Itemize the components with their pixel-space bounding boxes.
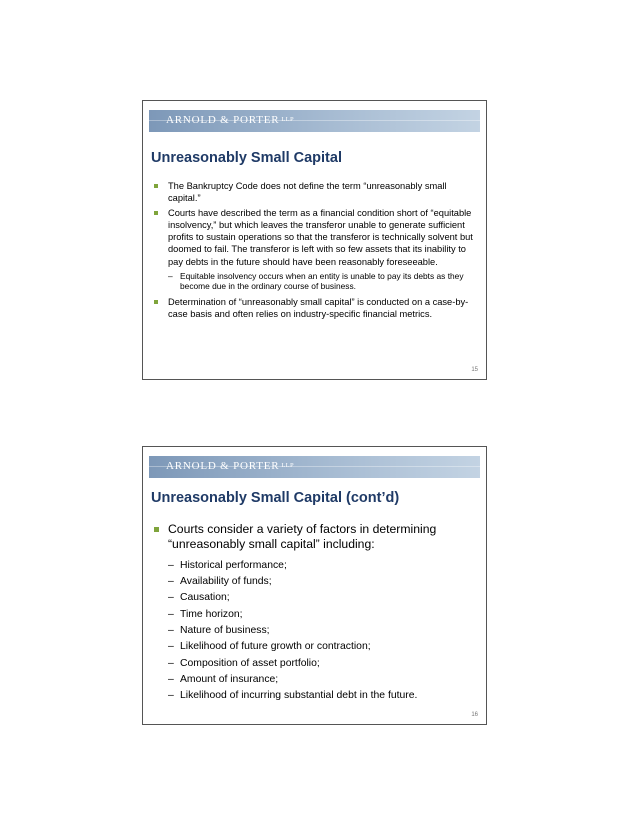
bullet-text: Determination of “unreasonably small capital” is conducted on a case-by-case basis and often relies on industry-specific financial metrics. [168, 296, 469, 319]
slide-content [154, 180, 478, 323]
square-bullet-icon [154, 211, 158, 215]
bullet-text: Courts have described the term as a financial condition short of “equitable insolvency,” but which leaves the transferor unable to generate sufficient profits to sustain operations so that the transferor is technically solvent but doomed to fail. The transferor is left with so few assets that its inability to pay debts in the future should have been reasonably foreseeable. [168, 208, 473, 267]
list-item [154, 688, 478, 704]
dash-icon: – [168, 592, 174, 604]
sub-item [154, 271, 478, 292]
square-bullet-icon [154, 527, 159, 532]
list-item-text: Causation; [180, 592, 230, 604]
list-item-text: Time horizon; [180, 608, 243, 620]
slide-15 [142, 100, 487, 380]
list-item-text: Nature of business; [180, 625, 270, 636]
bullet-item [154, 522, 478, 553]
bullet-text: Courts consider a variety of factors in determining “unreasonably small capital” including: [168, 522, 437, 552]
dash-icon: – [168, 641, 174, 653]
list-item-text: Composition of asset portfolio; [180, 657, 320, 669]
list-item [154, 672, 478, 688]
list-item [154, 574, 478, 590]
list-item [154, 607, 478, 623]
bullet-text: The Bankruptcy Code does not define the term “unreasonably small capital.” [168, 181, 447, 204]
dash-icon: – [168, 625, 174, 636]
bullet-item [154, 296, 478, 320]
logo-text: ARNOLD & PORTER [166, 114, 280, 126]
arnold-porter-logo [166, 460, 294, 472]
page-number: 16 [471, 712, 478, 718]
logo-suffix: LLP [281, 116, 294, 123]
list-item [154, 623, 478, 639]
list-item-text: Amount of insurance; [180, 673, 279, 685]
list-item [154, 590, 478, 606]
logo-suffix: LLP [281, 462, 294, 469]
square-bullet-icon [154, 300, 158, 304]
list-item [154, 639, 478, 655]
factor-list [154, 558, 478, 705]
page-number: 15 [471, 367, 478, 373]
slide-content [154, 522, 478, 704]
bullet-item [154, 207, 478, 267]
dash-icon: – [168, 690, 174, 702]
list-item-text: Availability of funds; [180, 576, 272, 588]
square-bullet-icon [154, 184, 158, 188]
list-item [154, 558, 478, 574]
list-item-text: Likelihood of future growth or contraction; [180, 641, 371, 653]
list-item-text: Likelihood of incurring substantial debt in the future. [180, 690, 418, 702]
arnold-porter-logo [166, 114, 294, 126]
bullet-item [154, 180, 478, 204]
dash-icon: – [168, 608, 174, 620]
header-banner [149, 456, 480, 478]
list-item [154, 656, 478, 672]
dash-icon: – [168, 657, 174, 669]
dash-icon: – [168, 576, 174, 588]
slide-title: Unreasonably Small Capital [151, 150, 342, 166]
sub-item-text: Equitable insolvency occurs when an entity is unable to pay its debts as they become due in the ordinary course of business. [180, 270, 464, 292]
dash-icon: – [168, 270, 173, 281]
slide-title: Unreasonably Small Capital (cont’d) [151, 490, 400, 506]
dash-icon: – [168, 559, 174, 571]
logo-text: ARNOLD & PORTER [166, 460, 280, 472]
list-item-text: Historical performance; [180, 559, 287, 571]
header-banner [149, 110, 480, 132]
dash-icon: – [168, 673, 174, 685]
slide-16 [142, 446, 487, 725]
